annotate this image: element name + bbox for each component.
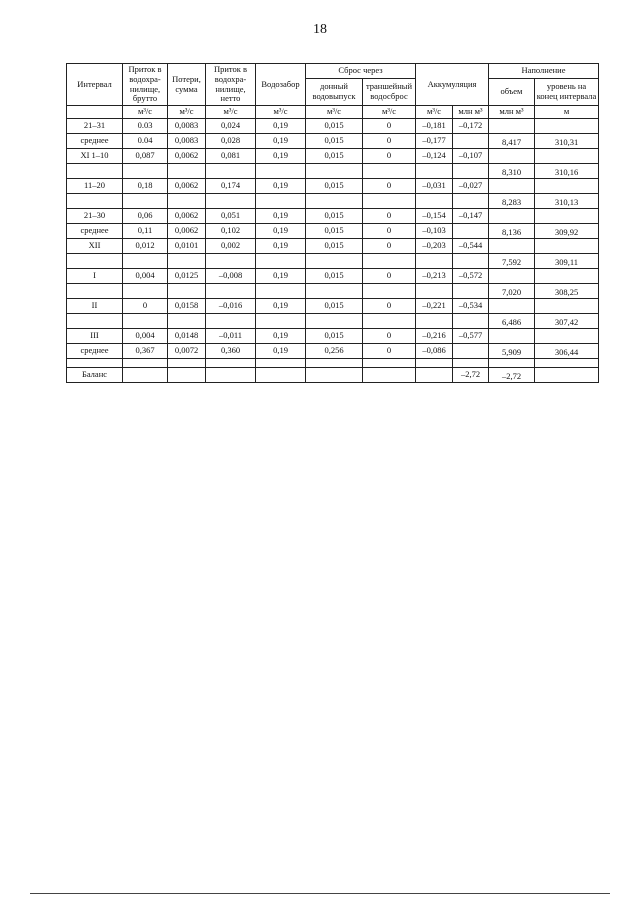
cell-acc-flow [416, 367, 453, 382]
cell-acc-flow [416, 193, 453, 208]
cell-losses [168, 283, 206, 298]
cell-losses: 0,0083 [168, 118, 206, 133]
cell-trench-spillway: 0 [363, 223, 416, 238]
cell-fill-volume: 7,592 [489, 253, 535, 268]
cell-intake: 0,19 [256, 238, 306, 253]
cell-interval: XI 1–10 [67, 148, 123, 163]
table-row [67, 283, 599, 298]
cell-inflow-gross [123, 163, 168, 178]
cell-bottom-outlet [306, 283, 363, 298]
cell-losses: 0,0062 [168, 223, 206, 238]
cell-fill-volume: 8,310 [489, 163, 535, 178]
cell-trench-spillway: 0 [363, 178, 416, 193]
cell-trench-spillway [363, 367, 416, 382]
unit-cell: м³/с [306, 106, 363, 119]
cell-interval [67, 313, 123, 328]
table-row [67, 238, 599, 253]
header-bottom-outlet: донный водовыпуск [306, 79, 363, 106]
cell-inflow-gross: 0.03 [123, 118, 168, 133]
cell-fill-volume [489, 238, 535, 253]
cell-interval: среднее [67, 133, 123, 148]
unit-cell: м³/с [416, 106, 453, 119]
cell-bottom-outlet [306, 358, 363, 367]
header-accumulation: Аккумуляция [416, 64, 489, 106]
units-empty-cell [67, 106, 123, 119]
cell-inflow-gross: 0,004 [123, 328, 168, 343]
table-row [67, 148, 599, 163]
cell-losses: 0,0148 [168, 328, 206, 343]
header-level: уровень на конец интервала [535, 79, 599, 106]
cell-intake [256, 193, 306, 208]
cell-fill-level: 308,25 [535, 283, 599, 298]
cell-fill-volume: 8,283 [489, 193, 535, 208]
cell-inflow-net: –0,008 [206, 268, 256, 283]
cell-fill-level [535, 328, 599, 343]
table-row [67, 208, 599, 223]
header-interval: Интервал [67, 64, 123, 106]
cell-acc-volume [453, 193, 489, 208]
cell-fill-level [535, 367, 599, 382]
unit-cell: м³/с [168, 106, 206, 119]
cell-interval [67, 163, 123, 178]
cell-inflow-gross [123, 367, 168, 382]
cell-fill-volume [489, 268, 535, 283]
cell-losses: 0,0062 [168, 148, 206, 163]
cell-fill-volume: –2,72 [489, 367, 535, 382]
cell-fill-level [535, 148, 599, 163]
cell-trench-spillway [363, 163, 416, 178]
cell-inflow-gross: 0,012 [123, 238, 168, 253]
cell-interval: среднее [67, 223, 123, 238]
header-losses: Потери, сумма [168, 64, 206, 106]
cell-trench-spillway: 0 [363, 133, 416, 148]
cell-bottom-outlet: 0,015 [306, 268, 363, 283]
cell-bottom-outlet: 0,015 [306, 133, 363, 148]
cell-inflow-net [206, 358, 256, 367]
cell-acc-volume [453, 133, 489, 148]
table-row [67, 268, 599, 283]
cell-acc-volume: –0,577 [453, 328, 489, 343]
cell-intake [256, 313, 306, 328]
cell-intake [256, 163, 306, 178]
cell-inflow-net: 0,081 [206, 148, 256, 163]
cell-intake: 0,19 [256, 118, 306, 133]
cell-acc-volume [453, 343, 489, 358]
header-filling-group: Наполнение [489, 64, 599, 79]
cell-inflow-gross [123, 193, 168, 208]
cell-interval: 11–20 [67, 178, 123, 193]
cell-trench-spillway: 0 [363, 238, 416, 253]
cell-fill-level [535, 208, 599, 223]
unit-cell: м³/с [256, 106, 306, 119]
cell-bottom-outlet: 0,015 [306, 118, 363, 133]
cell-interval: среднее [67, 343, 123, 358]
cell-fill-level [535, 268, 599, 283]
cell-losses [168, 163, 206, 178]
cell-bottom-outlet [306, 313, 363, 328]
cell-intake [256, 253, 306, 268]
cell-losses: 0,0158 [168, 298, 206, 313]
cell-interval [67, 358, 123, 367]
cell-bottom-outlet [306, 367, 363, 382]
header-inflow-net: Приток в водохра- нилище, нетто [206, 64, 256, 106]
cell-acc-volume: –0,147 [453, 208, 489, 223]
cell-fill-level: 309,11 [535, 253, 599, 268]
cell-inflow-net: 0,051 [206, 208, 256, 223]
cell-losses: 0,0062 [168, 208, 206, 223]
cell-inflow-net: 0,360 [206, 343, 256, 358]
cell-losses: 0,0083 [168, 133, 206, 148]
cell-interval [67, 253, 123, 268]
cell-fill-level [535, 298, 599, 313]
cell-bottom-outlet: 0,256 [306, 343, 363, 358]
cell-fill-volume: 7,020 [489, 283, 535, 298]
cell-inflow-net: 0,028 [206, 133, 256, 148]
cell-acc-volume [453, 163, 489, 178]
cell-intake: 0,19 [256, 328, 306, 343]
cell-bottom-outlet: 0,015 [306, 148, 363, 163]
cell-acc-flow: –0,124 [416, 148, 453, 163]
cell-inflow-gross: 0,18 [123, 178, 168, 193]
cell-acc-volume [453, 313, 489, 328]
cell-inflow-gross: 0 [123, 298, 168, 313]
cell-bottom-outlet: 0,015 [306, 298, 363, 313]
cell-bottom-outlet: 0,015 [306, 208, 363, 223]
cell-interval [67, 283, 123, 298]
cell-acc-flow: –0,181 [416, 118, 453, 133]
unit-cell: м³/с [206, 106, 256, 119]
page-number: 18 [313, 22, 327, 37]
cell-fill-level [535, 118, 599, 133]
cell-trench-spillway [363, 358, 416, 367]
cell-inflow-gross [123, 283, 168, 298]
cell-fill-level: 307,42 [535, 313, 599, 328]
cell-interval: 21–30 [67, 208, 123, 223]
cell-intake: 0,19 [256, 148, 306, 163]
table-row [67, 313, 599, 328]
cell-acc-flow: –0,203 [416, 238, 453, 253]
cell-acc-flow: –0,086 [416, 343, 453, 358]
cell-fill-volume: 6,486 [489, 313, 535, 328]
unit-cell: м³/с [363, 106, 416, 119]
cell-acc-volume: –0,534 [453, 298, 489, 313]
cell-bottom-outlet: 0,015 [306, 178, 363, 193]
cell-acc-flow: –0,031 [416, 178, 453, 193]
table-body [67, 118, 599, 382]
cell-inflow-gross: 0,004 [123, 268, 168, 283]
cell-inflow-net: –0,016 [206, 298, 256, 313]
cell-acc-volume: –0,172 [453, 118, 489, 133]
table-row [67, 328, 599, 343]
cell-interval: I [67, 268, 123, 283]
cell-acc-flow: –0,213 [416, 268, 453, 283]
cell-losses: 0,0125 [168, 268, 206, 283]
table-row [67, 178, 599, 193]
cell-acc-flow: –0,221 [416, 298, 453, 313]
cell-inflow-net [206, 367, 256, 382]
cell-acc-volume [453, 223, 489, 238]
cell-inflow-net [206, 253, 256, 268]
cell-interval [67, 193, 123, 208]
cell-acc-volume: –0,107 [453, 148, 489, 163]
cell-inflow-gross [123, 358, 168, 367]
cell-fill-level: 310,16 [535, 163, 599, 178]
cell-losses [168, 313, 206, 328]
cell-interval: Баланс [67, 367, 123, 382]
cell-inflow-net: 0,174 [206, 178, 256, 193]
cell-fill-volume: 8,136 [489, 223, 535, 238]
table-row [67, 223, 599, 238]
table-row [67, 253, 599, 268]
cell-inflow-net [206, 283, 256, 298]
cell-fill-volume [489, 118, 535, 133]
cell-trench-spillway [363, 253, 416, 268]
page-bottom-line [30, 893, 610, 894]
cell-losses [168, 253, 206, 268]
table-row [67, 298, 599, 313]
cell-trench-spillway: 0 [363, 208, 416, 223]
units-row [67, 106, 599, 119]
header-discharge-group: Сброс через [306, 64, 416, 79]
table-row [67, 118, 599, 133]
cell-fill-volume [489, 178, 535, 193]
cell-intake: 0,19 [256, 178, 306, 193]
unit-cell: млн м³ [489, 106, 535, 119]
header-water-intake: Водозабор [256, 64, 306, 106]
cell-acc-flow [416, 358, 453, 367]
cell-interval: II [67, 298, 123, 313]
cell-inflow-net [206, 163, 256, 178]
cell-fill-level [535, 178, 599, 193]
cell-trench-spillway [363, 283, 416, 298]
cell-acc-flow: –0,177 [416, 133, 453, 148]
cell-fill-volume: 5,909 [489, 343, 535, 358]
header-row-main [67, 64, 599, 79]
cell-fill-volume [489, 298, 535, 313]
cell-trench-spillway: 0 [363, 268, 416, 283]
cell-inflow-gross [123, 253, 168, 268]
table-row [67, 133, 599, 148]
cell-inflow-gross: 0.04 [123, 133, 168, 148]
cell-fill-level: 310,13 [535, 193, 599, 208]
unit-cell: м³/с [123, 106, 168, 119]
cell-fill-level [535, 238, 599, 253]
cell-acc-flow [416, 283, 453, 298]
cell-inflow-gross [123, 313, 168, 328]
cell-fill-level: 306,44 [535, 343, 599, 358]
cell-acc-flow [416, 313, 453, 328]
cell-trench-spillway [363, 313, 416, 328]
cell-intake: 0,19 [256, 223, 306, 238]
cell-interval: 21–31 [67, 118, 123, 133]
header-inflow-gross: Приток в водохра- нилище, брутто [123, 64, 168, 106]
cell-trench-spillway: 0 [363, 118, 416, 133]
cell-intake: 0,19 [256, 268, 306, 283]
cell-acc-volume: –0,027 [453, 178, 489, 193]
cell-acc-volume: –0,544 [453, 238, 489, 253]
cell-inflow-gross: 0,06 [123, 208, 168, 223]
cell-fill-volume [489, 328, 535, 343]
cell-inflow-gross: 0,11 [123, 223, 168, 238]
cell-fill-volume [489, 358, 535, 367]
cell-intake [256, 358, 306, 367]
table-row [67, 367, 599, 382]
cell-inflow-gross: 0,367 [123, 343, 168, 358]
cell-interval: XII [67, 238, 123, 253]
cell-trench-spillway: 0 [363, 148, 416, 163]
cell-interval: III [67, 328, 123, 343]
cell-trench-spillway [363, 193, 416, 208]
cell-inflow-net [206, 193, 256, 208]
cell-intake: 0,19 [256, 298, 306, 313]
cell-bottom-outlet: 0,015 [306, 328, 363, 343]
cell-fill-level [535, 358, 599, 367]
cell-acc-volume [453, 358, 489, 367]
table-row [67, 343, 599, 358]
cell-fill-volume [489, 208, 535, 223]
cell-losses: 0,0101 [168, 238, 206, 253]
cell-trench-spillway: 0 [363, 328, 416, 343]
cell-fill-level: 309,92 [535, 223, 599, 238]
cell-bottom-outlet [306, 193, 363, 208]
cell-intake: 0,19 [256, 343, 306, 358]
cell-losses [168, 367, 206, 382]
cell-losses [168, 193, 206, 208]
cell-acc-volume: –2,72 [453, 367, 489, 382]
cell-fill-level: 310,31 [535, 133, 599, 148]
header-trench-spillway: траншейный водосброс [363, 79, 416, 106]
cell-acc-volume: –0,572 [453, 268, 489, 283]
cell-acc-flow [416, 253, 453, 268]
cell-losses: 0,0062 [168, 178, 206, 193]
cell-fill-volume: 8,417 [489, 133, 535, 148]
cell-acc-flow: –0,216 [416, 328, 453, 343]
cell-trench-spillway: 0 [363, 343, 416, 358]
cell-intake [256, 367, 306, 382]
cell-inflow-net: 0,002 [206, 238, 256, 253]
cell-losses: 0,0072 [168, 343, 206, 358]
unit-cell: млн м³ [453, 106, 489, 119]
cell-intake [256, 283, 306, 298]
cell-acc-flow [416, 163, 453, 178]
cell-bottom-outlet: 0,015 [306, 238, 363, 253]
reservoir-balance-table [66, 63, 599, 383]
cell-bottom-outlet [306, 163, 363, 178]
cell-bottom-outlet: 0,015 [306, 223, 363, 238]
cell-acc-flow: –0,154 [416, 208, 453, 223]
table-row [67, 193, 599, 208]
cell-inflow-net: 0,024 [206, 118, 256, 133]
cell-intake: 0,19 [256, 208, 306, 223]
table-row [67, 358, 599, 367]
cell-intake: 0,19 [256, 133, 306, 148]
header-volume: объем [489, 79, 535, 106]
cell-bottom-outlet [306, 253, 363, 268]
cell-trench-spillway: 0 [363, 298, 416, 313]
table-row [67, 163, 599, 178]
cell-fill-volume [489, 148, 535, 163]
cell-acc-volume [453, 283, 489, 298]
cell-inflow-net: 0,102 [206, 223, 256, 238]
cell-inflow-net [206, 313, 256, 328]
cell-inflow-gross: 0,087 [123, 148, 168, 163]
cell-losses [168, 358, 206, 367]
cell-inflow-net: –0,011 [206, 328, 256, 343]
unit-cell: м [535, 106, 599, 119]
cell-acc-flow: –0,103 [416, 223, 453, 238]
cell-acc-volume [453, 253, 489, 268]
